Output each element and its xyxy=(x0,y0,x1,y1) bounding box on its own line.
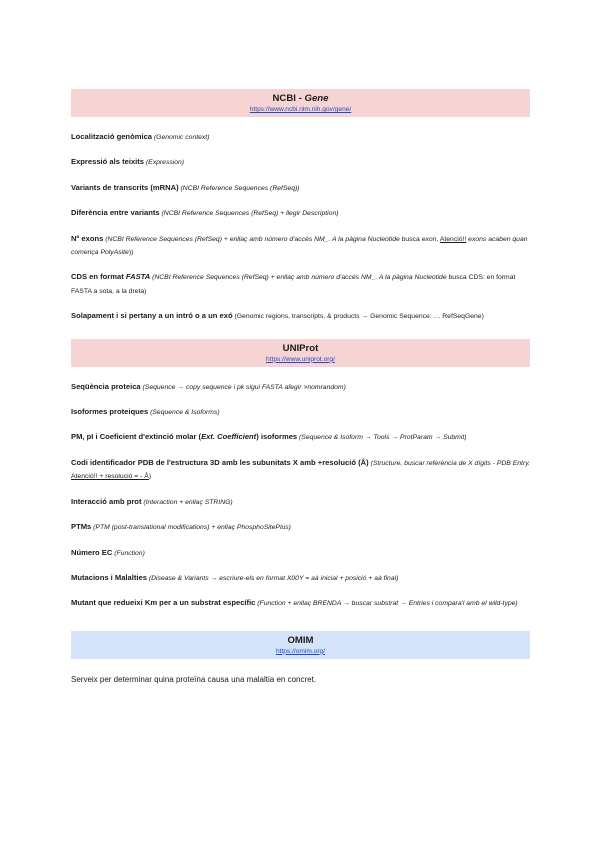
ncbi-item-exons: Nº exons (NCBI Reference Sequences (RefSeq) + enllaç amb número d'accés NM_. A la pàgina Nucleotide busca exon, Atenció!! exons acaben quan comença PolyAsite)) xyxy=(71,233,528,257)
uniprot-item-ptms: PTMs (PTM (post-translational modifications) + enllaç PhosphoSitePlus) xyxy=(71,522,291,532)
ncbi-item-cds-fasta: CDS en format FASTA (NCBI Reference Sequences (RefSeq) + enllaç amb número d'accés NM_. A la pàgina Nucleotide busca CDS: en format FASTA a sota, a la dreta) xyxy=(71,272,516,295)
omim-link[interactable]: https://omim.org/ xyxy=(275,647,326,655)
ncbi-item-expression: Expressió als teixits (Expression) xyxy=(71,157,185,167)
uniprot-item-mw-pi: PM, pI i Coeficient d'extinció molar (Ext. Coefficient) isoformes (Sequence & Isoform → Tools → ProtParam → Submit) xyxy=(71,432,467,442)
ncbi-link[interactable]: https://www.ncbi.nlm.nih.gov/gene/ xyxy=(249,106,352,113)
uniprot-item-pdb: Codi identificador PDB de l'estructura 3D amb les subunitats X amb +resolució (Å) (Structure, buscar referència de X dígits - PDB Entry. Atenció!! + resolució = - Å) xyxy=(71,457,530,481)
uniprot-item-sequence: Seqüència proteica (Sequence → copy sequence i pk sigui FASTA afegir >nomrandom) xyxy=(71,381,346,391)
uniprot-title: UNIProt xyxy=(282,342,319,354)
uniprot-item-ec-number: Número EC (Function) xyxy=(71,547,145,557)
uniprot-banner xyxy=(71,339,530,367)
document-page xyxy=(71,89,530,694)
omim-banner xyxy=(71,631,530,659)
ncbi-title-main: NCBI - xyxy=(272,93,305,104)
ncbi-title xyxy=(71,92,530,105)
uniprot-item-interaction: Interacció amb prot (Interaction + enllaç STRING) xyxy=(71,496,233,506)
uniprot-link[interactable]: https://www.uniprot.org/ xyxy=(266,355,335,363)
ncbi-item-overlap: Solapament i si pertany a un intró o a un exó (Genomic regions, transcripts, & products → Genomic Sequence: … RefSeqGene) xyxy=(71,311,484,321)
uniprot-item-km-mutant: Mutant que redueixi Km per a un substrat específic (Function + enllaç BRENDA → buscar substrat → Entries i compara'l amb el wild-type) xyxy=(71,598,518,608)
omim-title: OMIM xyxy=(287,634,314,646)
ncbi-item-transcript-variants: Variants de transcrits (mRNA) (NCBI Reference Sequences (RefSeq)) xyxy=(71,182,300,192)
ncbi-item-variant-difference: Diferència entre variants (NCBI Reference Sequences (RefSeq) + llegir Description) xyxy=(71,208,339,218)
uniprot-item-isoforms: Isoformes proteiques (Sequence & Isoforms) xyxy=(71,407,220,417)
omim-description: Serveix per determinar quina proteïna causa una malaltia en concret. xyxy=(71,674,317,684)
uniprot-item-mutations: Mutacions i Malalties (Disease & Variants → escriure-els en format X00Y = aà inicial + posició + aà final) xyxy=(71,572,399,582)
ncbi-banner xyxy=(71,89,530,117)
ncbi-item-genomic-location: Localització genòmica (Genomic context) xyxy=(71,132,210,141)
ncbi-title-italic: Gene xyxy=(304,93,329,104)
